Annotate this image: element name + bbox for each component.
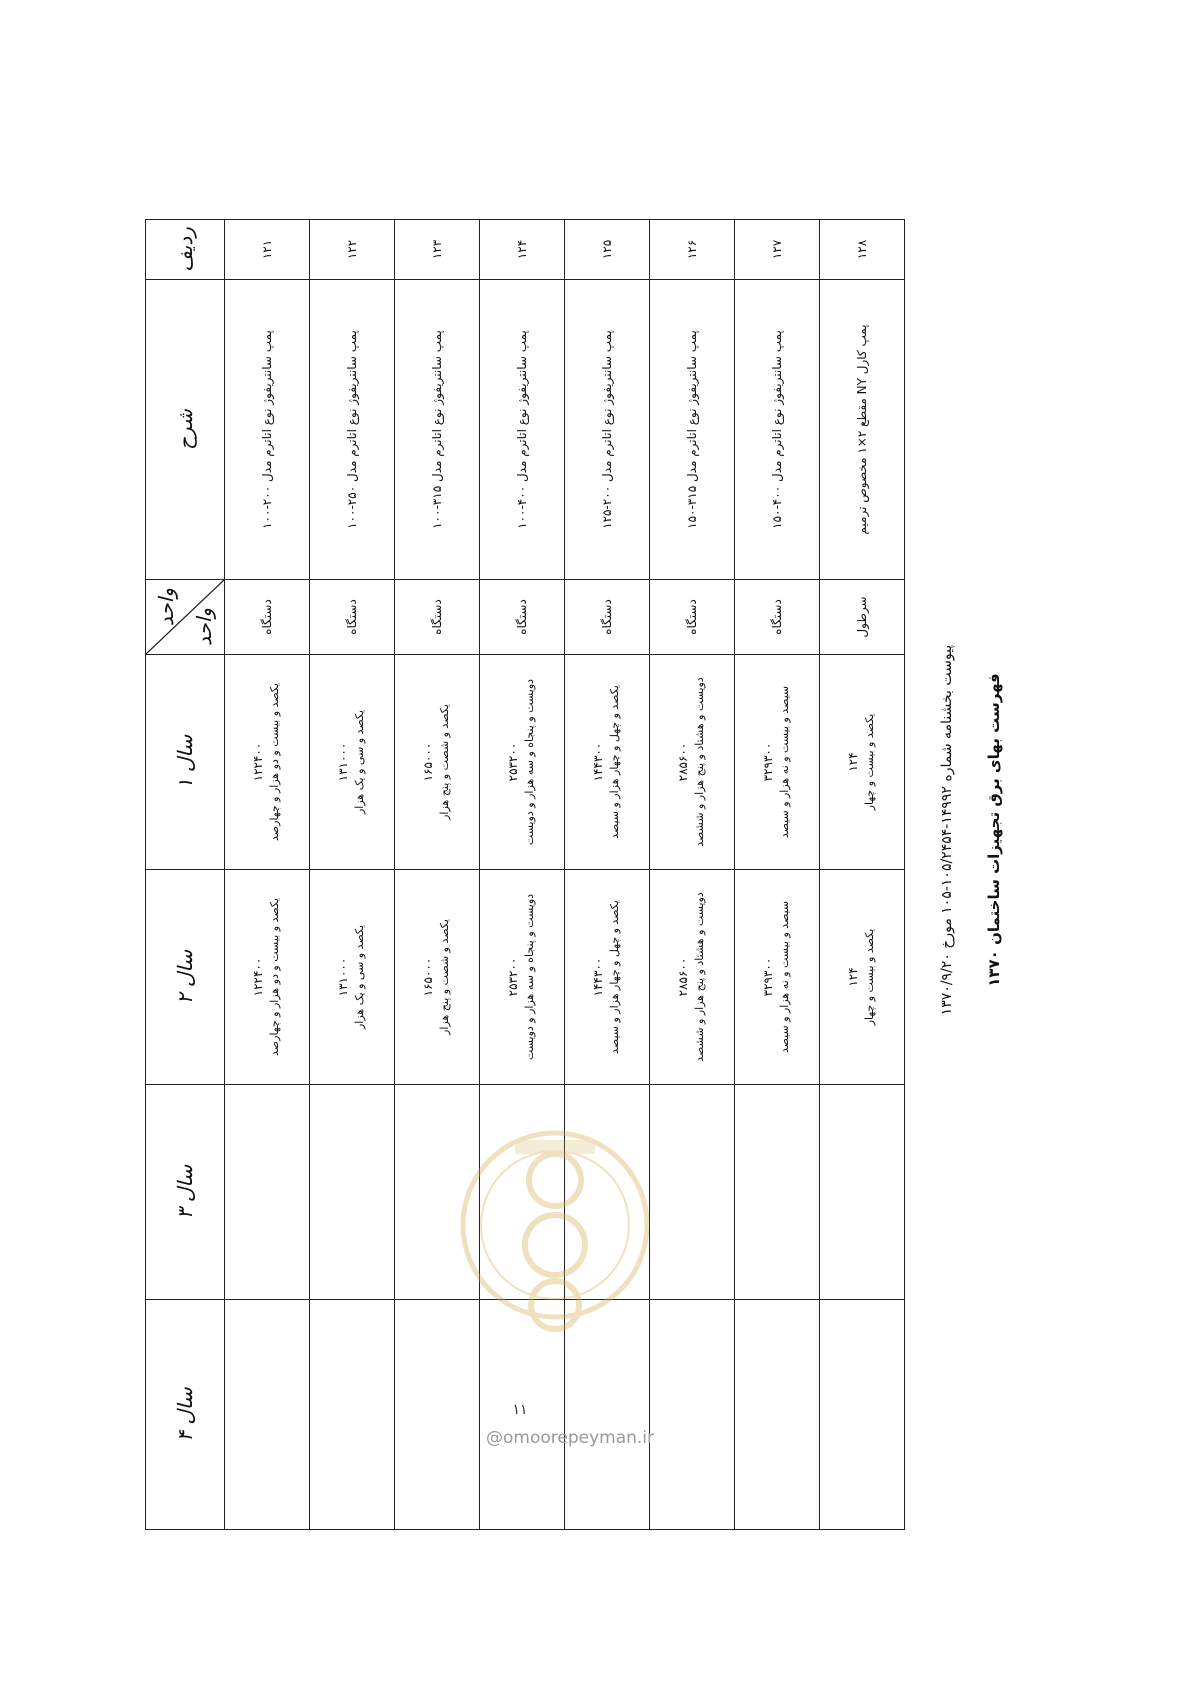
price3-cell <box>480 1085 565 1300</box>
price1-words: دویست و پنجاه و سه هزار و دویست <box>523 678 537 846</box>
unit-cell <box>225 580 310 655</box>
header-unit-bottom: واحد <box>192 607 216 646</box>
price1-number: ۱۲۲۴۰۰ <box>251 742 266 782</box>
header-price1: سال ۱ <box>146 655 225 870</box>
row-number: ۱۲۵ <box>600 239 614 260</box>
unit-cell <box>735 580 820 655</box>
price2-cell <box>310 870 395 1085</box>
price1-number: ۲۸۵۶۰۰ <box>676 742 691 782</box>
document-title: فهرست بهای برق تجهیزات ساختمان ۱۳۷۰ <box>985 673 1003 987</box>
price1-cell <box>225 655 310 870</box>
row-description: پمپ سانتریفوژ نوع اتاترم مدل ۳۱۵-۱۰۰ <box>430 330 444 529</box>
table-body <box>225 220 905 1530</box>
price2-cell <box>820 870 905 1085</box>
price1-number: ۱۲۴ <box>846 752 861 772</box>
unit-cell <box>480 580 565 655</box>
row-number: ۱۲۷ <box>770 239 784 260</box>
header-price2: سال ۲ <box>146 870 225 1085</box>
price2-words: دویست و هشتاد و پنج هزار و ششصد <box>693 892 707 1062</box>
table-row <box>480 220 565 1530</box>
price1-cell <box>480 655 565 870</box>
row-description: پمپ سانتریفوژ نوع اتاترم مدل ۲۰۰-۱۲۵ <box>600 330 614 529</box>
row-number: ۱۲۸ <box>855 239 869 260</box>
price2-words: دویست و پنجاه و سه هزار و دویست <box>523 893 537 1061</box>
unit-cell <box>650 580 735 655</box>
row-unit: دستگاه <box>770 599 784 635</box>
row-number: ۱۲۲ <box>345 239 359 260</box>
header-row-no: ردیف <box>146 220 225 280</box>
header-price3: سال ۳ <box>146 1085 225 1300</box>
price1-words: یکصد و چهل و چهار هزار و سیصد <box>608 685 622 839</box>
row-number-cell <box>820 220 905 280</box>
table-row <box>820 220 905 1530</box>
row-number-cell <box>395 220 480 280</box>
row-unit: دستگاه <box>600 599 614 635</box>
row-description: پمپ سانتریفوژ نوع اتاترم مدل ۴۰۰-۱۵۰ <box>770 330 784 529</box>
description-cell <box>650 280 735 580</box>
row-unit: دستگاه <box>345 599 359 635</box>
price2-cell <box>395 870 480 1085</box>
price2-words: یکصد و چهل و چهار هزار و سیصد <box>608 900 622 1054</box>
price3-cell <box>650 1085 735 1300</box>
price1-number: ۱۴۴۳۰۰ <box>591 742 606 782</box>
unit-cell <box>565 580 650 655</box>
row-unit: دستگاه <box>515 599 529 635</box>
table-row <box>225 220 310 1530</box>
price2-words: سیصد و بیست و نه هزار و سیصد <box>778 900 792 1054</box>
price4-cell <box>225 1300 310 1530</box>
description-cell <box>310 280 395 580</box>
price2-number: ۱۲۴ <box>846 967 861 987</box>
price4-cell <box>565 1300 650 1530</box>
price1-cell <box>735 655 820 870</box>
header-row <box>146 220 225 1530</box>
row-unit: دستگاه <box>260 599 274 635</box>
price1-words: دویست و هشتاد و پنج هزار و ششصد <box>693 677 707 847</box>
table-row <box>395 220 480 1530</box>
row-description: پمپ سانتریفوژ نوع اتاترم مدل ۲۰۰-۱۰۰ <box>260 330 274 529</box>
price4-cell <box>395 1300 480 1530</box>
price1-words: سیصد و بیست و نه هزار و سیصد <box>778 685 792 839</box>
price2-cell <box>225 870 310 1085</box>
row-number-cell <box>480 220 565 280</box>
price1-number: ۱۳۱۰۰۰ <box>336 742 351 782</box>
unit-cell <box>395 580 480 655</box>
row-description: پمپ کارل NY مقطع ۲×۱ مخصوص ترمیم <box>855 324 869 535</box>
price4-cell <box>650 1300 735 1530</box>
header-unit-top: واحد <box>154 588 178 627</box>
price2-cell <box>735 870 820 1085</box>
price1-words: یکصد و شصت و پنج هزار <box>438 704 452 820</box>
row-number: ۱۲۴ <box>515 239 529 260</box>
price1-words: یکصد و بیست و چهار <box>863 713 877 811</box>
watermark-text: @omoorepeyman.ir <box>485 1428 655 1448</box>
price3-cell <box>395 1085 480 1300</box>
header-unit <box>146 580 225 655</box>
price1-number: ۳۲۹۳۰۰ <box>761 742 776 782</box>
price2-number: ۱۶۵۰۰۰ <box>421 957 436 997</box>
price2-words: یکصد و شصت و پنج هزار <box>438 919 452 1035</box>
row-description: پمپ سانتریفوژ نوع اتاترم مدل ۴۰۰-۱۰۰ <box>515 330 529 529</box>
price2-words: یکصد و بیست و دو هزار و چهارصد <box>268 898 282 1056</box>
price3-cell <box>820 1085 905 1300</box>
price1-cell <box>565 655 650 870</box>
price1-cell <box>820 655 905 870</box>
price1-cell <box>395 655 480 870</box>
price3-cell <box>225 1085 310 1300</box>
row-number-cell <box>735 220 820 280</box>
unit-cell <box>820 580 905 655</box>
description-cell <box>735 280 820 580</box>
price1-words: یکصد و سی و یک هزار <box>353 709 367 815</box>
table-row <box>565 220 650 1530</box>
price4-cell <box>310 1300 395 1530</box>
price2-number: ۱۳۱۰۰۰ <box>336 957 351 997</box>
price2-number: ۳۲۹۳۰۰ <box>761 957 776 997</box>
price2-words: یکصد و سی و یک هزار <box>353 924 367 1030</box>
description-cell <box>395 280 480 580</box>
price1-number: ۲۵۳۲۰۰ <box>506 742 521 782</box>
table-row <box>310 220 395 1530</box>
price2-cell <box>650 870 735 1085</box>
row-number: ۱۲۶ <box>685 239 699 260</box>
description-cell <box>225 280 310 580</box>
row-number-cell <box>565 220 650 280</box>
row-unit: دستگاه <box>430 599 444 635</box>
row-number: ۱۲۳ <box>430 239 444 260</box>
price2-number: ۱۲۲۴۰۰ <box>251 957 266 997</box>
rotated-page <box>145 130 1045 1530</box>
row-unit: سرطول <box>855 596 869 638</box>
row-number-cell <box>225 220 310 280</box>
row-description: پمپ سانتریفوژ نوع اتاترم مدل ۲۵۰-۱۰۰ <box>345 330 359 529</box>
price1-cell <box>310 655 395 870</box>
row-number: ۱۲۱ <box>260 239 274 260</box>
price1-number: ۱۶۵۰۰۰ <box>421 742 436 782</box>
price2-number: ۲۸۵۶۰۰ <box>676 957 691 997</box>
price3-cell <box>735 1085 820 1300</box>
table-row <box>650 220 735 1530</box>
price1-words: یکصد و بیست و دو هزار و چهارصد <box>268 683 282 841</box>
row-unit: دستگاه <box>685 599 699 635</box>
price1-cell <box>650 655 735 870</box>
price2-cell <box>565 870 650 1085</box>
header-price4: سال ۴ <box>146 1300 225 1530</box>
description-cell <box>480 280 565 580</box>
page-number: ۱۱ <box>512 1402 528 1418</box>
table-row <box>735 220 820 1530</box>
price2-words: یکصد و بیست و چهار <box>863 928 877 1026</box>
row-description: پمپ سانتریفوژ نوع اتاترم مدل ۳۱۵-۱۵۰ <box>685 330 699 529</box>
price2-number: ۲۵۳۲۰۰ <box>506 957 521 997</box>
price3-cell <box>310 1085 395 1300</box>
description-cell <box>565 280 650 580</box>
description-cell <box>820 280 905 580</box>
price4-cell <box>820 1300 905 1530</box>
price3-cell <box>565 1085 650 1300</box>
unit-cell <box>310 580 395 655</box>
price4-cell <box>735 1300 820 1530</box>
price-table <box>145 219 905 1530</box>
row-number-cell <box>310 220 395 280</box>
price2-number: ۱۴۴۳۰۰ <box>591 957 606 997</box>
price2-cell <box>480 870 565 1085</box>
document-subtitle: پیوست بخشنامه شماره ۱۴۹۹۲-۱۰۵/۲۴۵۴-۱۰۵ مورخ ۱۳۷۰/۹/۲۰ <box>939 644 955 1016</box>
header-description: شرح <box>146 280 225 580</box>
row-number-cell <box>650 220 735 280</box>
